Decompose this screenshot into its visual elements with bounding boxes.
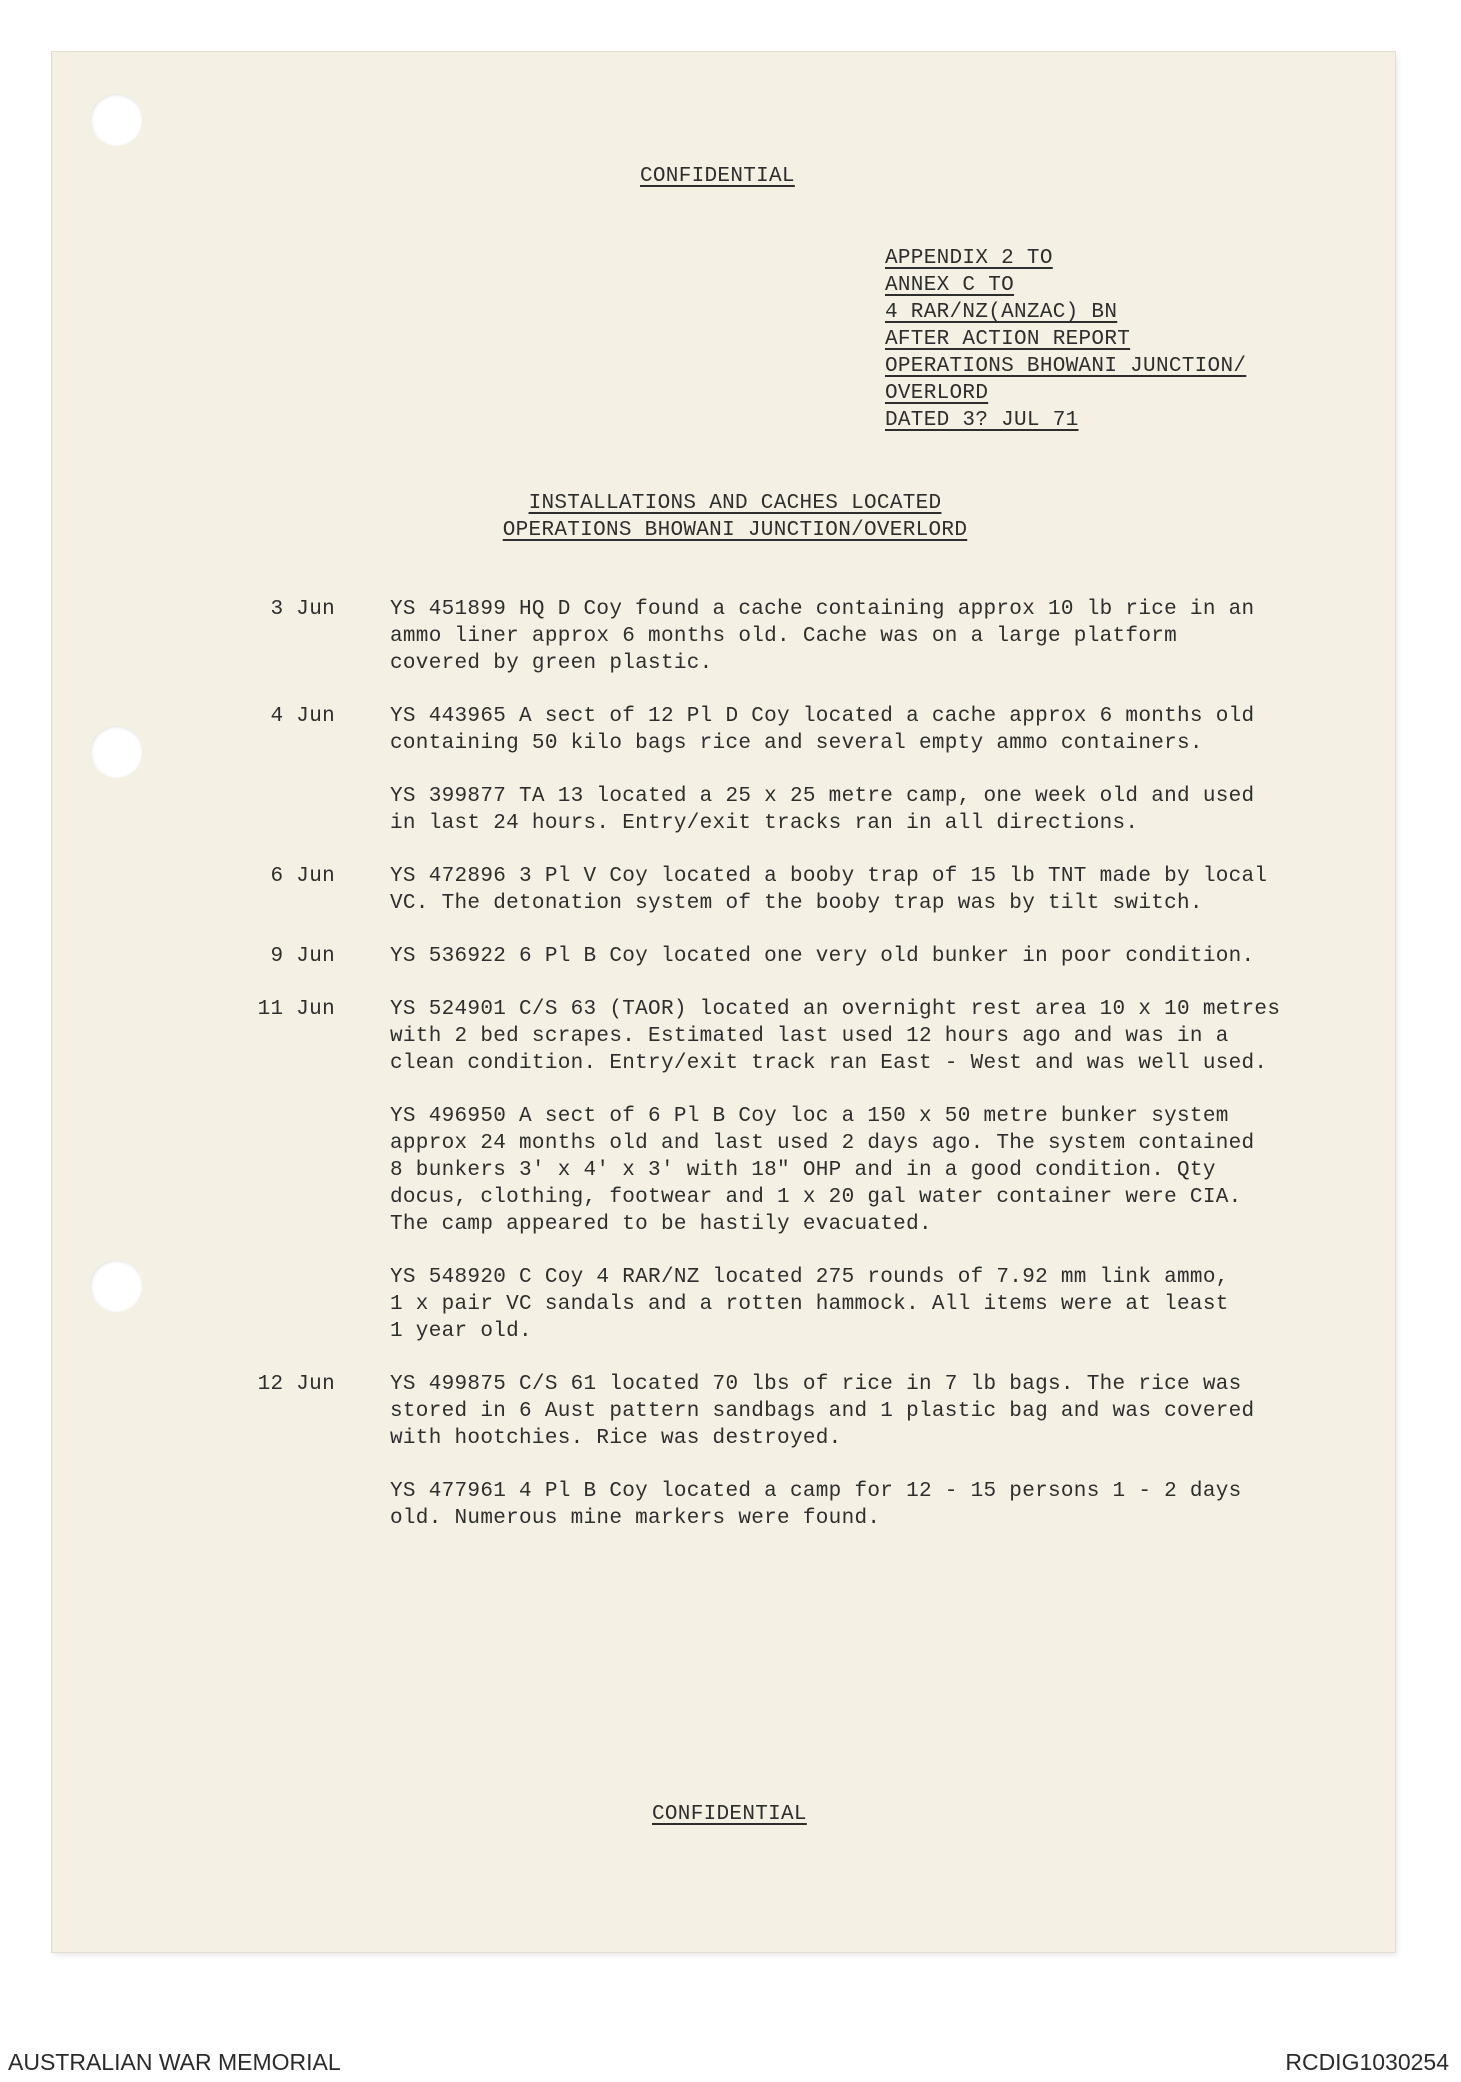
punch-hole: [90, 1260, 142, 1312]
entry-line: clean condition. Entry/exit track ran East - West and was well used.: [390, 1052, 1268, 1075]
entry-line: old. Numerous mine markers were found.: [390, 1507, 881, 1530]
entry-line: with 2 bed scrapes. Estimated last used 12 hours ago and was in a: [390, 1025, 1229, 1048]
entry: [200, 1478, 1300, 1532]
entry-date: [200, 1478, 335, 1532]
entry-line: YS 499875 C/S 61 located 70 lbs of rice in 7 lb bags. The rice was: [390, 1373, 1242, 1396]
entry-line: approx 24 months old and last used 2 days ago. The system contained: [390, 1132, 1255, 1155]
entry-line: in last 24 hours. Entry/exit tracks ran in all directions.: [390, 812, 1139, 835]
entry: [200, 996, 1300, 1077]
entry-date: 9 Jun: [270, 945, 335, 968]
entry-line: 1 x pair VC sandals and a rotten hammock. All items were at least: [390, 1293, 1229, 1316]
appendix-line: DATED 3? JUL 71: [885, 409, 1079, 432]
entry-line: with hootchies. Rice was destroyed.: [390, 1427, 842, 1450]
entry-date: [200, 1264, 335, 1345]
entry-line: YS 536922 6 Pl B Coy located one very old bunker in poor condition.: [390, 945, 1255, 968]
entry-date: [200, 783, 335, 837]
entry-line: YS 524901 C/S 63 (TAOR) located an overnight rest area 10 x 10 metres: [390, 998, 1281, 1021]
entry-text: [390, 703, 1300, 757]
entry-text: [390, 1103, 1300, 1238]
entry-line: YS 472896 3 Pl V Coy located a booby trap of 15 lb TNT made by local: [390, 865, 1268, 888]
appendix-line: 4 RAR/NZ(ANZAC) BN: [885, 301, 1118, 324]
entry-line: YS 399877 TA 13 located a 25 x 25 metre camp, one week old and used: [390, 785, 1255, 808]
entry-line: stored in 6 Aust pattern sandbags and 1 plastic bag and was covered: [390, 1400, 1255, 1423]
archive-credit: AUSTRALIAN WAR MEMORIAL: [8, 2049, 341, 2075]
entry-date: 3 Jun: [270, 598, 335, 621]
entry-line: ammo liner approx 6 months old. Cache was on a large platform: [390, 625, 1178, 648]
entry-text: [390, 943, 1300, 970]
entry-line: 8 bunkers 3' x 4' x 3' with 18" OHP and in a good condition. Qty: [390, 1159, 1216, 1182]
appendix-line: APPENDIX 2 TO: [885, 247, 1053, 270]
entry-text: [390, 1371, 1300, 1452]
punch-hole: [90, 94, 142, 146]
entry-date: 6 Jun: [270, 865, 335, 888]
entry-text: [390, 596, 1300, 677]
entry: [200, 596, 1300, 677]
entry-text: [390, 1264, 1300, 1345]
entry-date: [200, 1103, 335, 1238]
entry-text: [390, 1478, 1300, 1532]
entry: [200, 703, 1300, 757]
entry-date: 12 Jun: [257, 1373, 335, 1396]
entry: [200, 1103, 1300, 1238]
punch-hole: [90, 726, 142, 778]
entry-line: docus, clothing, footwear and 1 x 20 gal water container were CIA.: [390, 1186, 1242, 1209]
entry-date: 11 Jun: [257, 998, 335, 1021]
entry-line: YS 477961 4 Pl B Coy located a camp for 12 - 15 persons 1 - 2 days: [390, 1480, 1242, 1503]
entry-line: YS 443965 A sect of 12 Pl D Coy located a cache approx 6 months old: [390, 705, 1255, 728]
classification-top: CONFIDENTIAL: [640, 165, 795, 188]
document-heading: [470, 490, 1000, 544]
entry-text: [390, 996, 1300, 1077]
entry: [200, 1264, 1300, 1345]
entry-date: 4 Jun: [270, 705, 335, 728]
appendix-line: AFTER ACTION REPORT: [885, 328, 1131, 351]
entry-line: YS 451899 HQ D Coy found a cache containing approx 10 lb rice in an: [390, 598, 1255, 621]
entry: [200, 863, 1300, 917]
archive-reference: RCDIG1030254: [1285, 2049, 1449, 2075]
appendix-line: OVERLORD: [885, 382, 989, 405]
entry: [200, 783, 1300, 837]
entry: [200, 943, 1300, 970]
entry-line: YS 548920 C Coy 4 RAR/NZ located 275 rounds of 7.92 mm link ammo,: [390, 1266, 1229, 1289]
appendix-line: ANNEX C TO: [885, 274, 1015, 297]
classification-bottom: CONFIDENTIAL: [652, 1803, 807, 1826]
entry-text: [390, 863, 1300, 917]
heading-line: OPERATIONS BHOWANI JUNCTION/OVERLORD: [502, 519, 968, 542]
entry-line: containing 50 kilo bags rice and several empty ammo containers.: [390, 732, 1203, 755]
entry-line: 1 year old.: [390, 1320, 532, 1343]
entry-line: YS 496950 A sect of 6 Pl B Coy loc a 150 x 50 metre bunker system: [390, 1105, 1229, 1128]
entries-list: [200, 596, 1300, 1558]
entry-line: covered by green plastic.: [390, 652, 713, 675]
appendix-reference: [885, 245, 1246, 434]
entry-line: The camp appeared to be hastily evacuated.: [390, 1213, 932, 1236]
entry-text: [390, 783, 1300, 837]
appendix-line: OPERATIONS BHOWANI JUNCTION/: [885, 355, 1247, 378]
entry: [200, 1371, 1300, 1452]
entry-line: VC. The detonation system of the booby trap was by tilt switch.: [390, 892, 1203, 915]
heading-line: INSTALLATIONS AND CACHES LOCATED: [528, 492, 942, 515]
